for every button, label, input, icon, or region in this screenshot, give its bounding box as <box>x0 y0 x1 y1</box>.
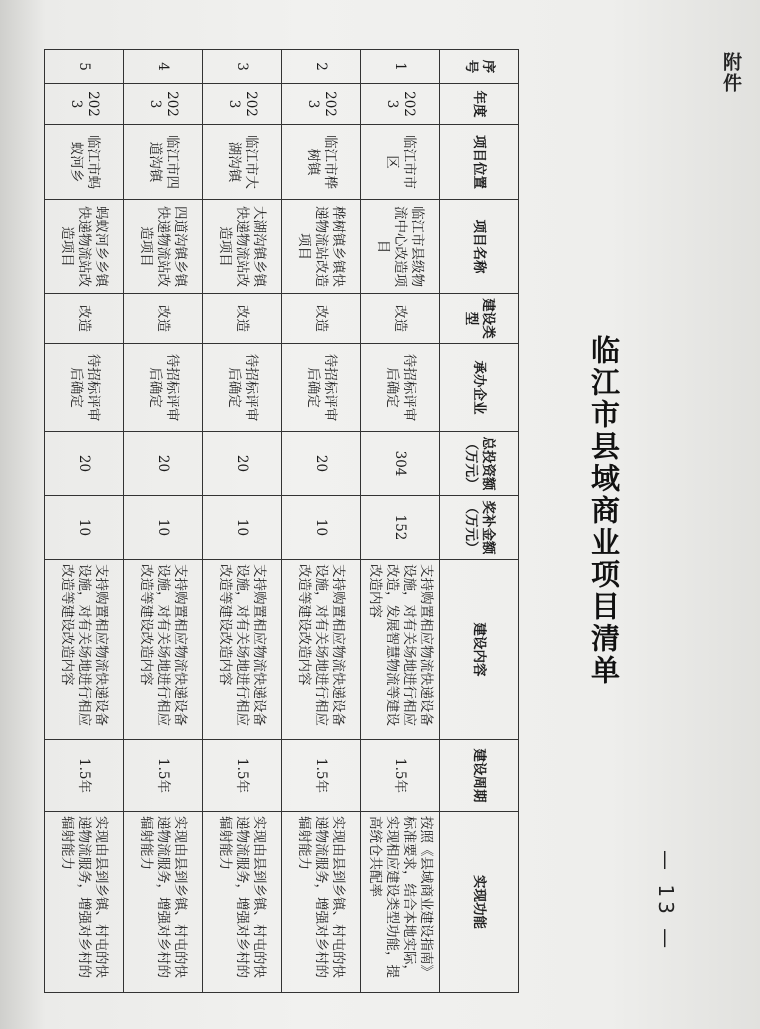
cell-total: 20 <box>124 432 203 496</box>
cell-location: 临江市四道沟镇 <box>124 125 203 200</box>
header-cell: 承办企业 <box>440 344 519 432</box>
cell-year: 2023 <box>203 84 282 125</box>
cell-company: 待招标评审后确定 <box>361 344 440 432</box>
cell-period: 1.5年 <box>203 740 282 812</box>
cell-name: 蚂蚁河乡乡镇快递物流站改造项目 <box>45 200 124 294</box>
header-cell: 年度 <box>440 84 519 125</box>
cell-total: 20 <box>45 432 124 496</box>
cell-content: 支持购置相应物流快递设备设施，对有关场地进行相应改造等建设改造内容 <box>282 560 361 740</box>
cell-year: 2023 <box>361 84 440 125</box>
cell-period: 1.5年 <box>45 740 124 812</box>
cell-type: 改造 <box>203 294 282 344</box>
cell-location: 临江市桦树镇 <box>282 125 361 200</box>
cell-total: 304 <box>361 432 440 496</box>
header-cell: 建设类型 <box>440 294 519 344</box>
header-cell: 项目名称 <box>440 200 519 294</box>
cell-function: 实现由县到乡镇、村屯的快递物流服务，增强对乡村的辐射能力 <box>282 812 361 993</box>
project-table-container <box>59 49 519 992</box>
cell-company: 待招标评审后确定 <box>282 344 361 432</box>
cell-content: 支持购置相应物流快递设备设施，对有关场地进行相应改造等建设改造内容 <box>203 560 282 740</box>
header-cell: 建设周期 <box>440 740 519 812</box>
cell-year: 2023 <box>124 84 203 125</box>
cell-company: 待招标评审后确定 <box>203 344 282 432</box>
cell-period: 1.5年 <box>361 740 440 812</box>
cell-year: 2023 <box>282 84 361 125</box>
cell-type: 改造 <box>282 294 361 344</box>
header-cell: 序号 <box>440 50 519 84</box>
cell-period: 1.5年 <box>282 740 361 812</box>
cell-subsidy: 10 <box>282 496 361 560</box>
cell-type: 改造 <box>361 294 440 344</box>
table-row <box>361 50 440 993</box>
cell-no: 2 <box>282 50 361 84</box>
cell-location: 临江市大湖沟镇 <box>203 125 282 200</box>
cell-company: 待招标评审后确定 <box>124 344 203 432</box>
cell-total: 20 <box>203 432 282 496</box>
cell-function: 实现由县到乡镇、村屯的快递物流服务，增强对乡村的辐射能力 <box>45 812 124 993</box>
cell-type: 改造 <box>45 294 124 344</box>
table-row <box>203 50 282 993</box>
cell-year: 2023 <box>45 84 124 125</box>
annex-label: 附件 <box>720 52 742 94</box>
cell-location: 临江市市区 <box>361 125 440 200</box>
table-row <box>124 50 203 993</box>
cell-subsidy: 10 <box>124 496 203 560</box>
cell-total: 20 <box>282 432 361 496</box>
page-number: — 13 — <box>654 850 678 953</box>
cell-name: 四道沟镇乡镇快递物流站改造项目 <box>124 200 203 294</box>
cell-name: 大湖沟镇乡镇快递物流站改造项目 <box>203 200 282 294</box>
header-cell: 项目位置 <box>440 125 519 200</box>
cell-location: 临江市蚂蚁河乡 <box>45 125 124 200</box>
cell-function: 实现由县到乡镇、村屯的快递物流服务，增强对乡村的辐射能力 <box>203 812 282 993</box>
header-cell: 建设内容 <box>440 560 519 740</box>
table-row <box>282 50 361 993</box>
cell-no: 5 <box>45 50 124 84</box>
cell-content: 支持购置相应物流快递设备设施，对有关场地进行相应改造等建设改造内容 <box>45 560 124 740</box>
cell-name: 临江市县级物流中心改造项目 <box>361 200 440 294</box>
cell-name: 桦树镇乡镇快递物流站改造项目 <box>282 200 361 294</box>
cell-subsidy: 10 <box>45 496 124 560</box>
header-cell: 实现功能 <box>440 812 519 993</box>
cell-content: 支持购置相应物流快递设备设施，对有关场地进行相应改造等建设改造内容 <box>124 560 203 740</box>
header-cell: 奖补金额（万元） <box>440 496 519 560</box>
cell-period: 1.5年 <box>124 740 203 812</box>
page-title: 临江市县域商业项目清单 <box>587 335 621 687</box>
table-header-row <box>440 50 519 993</box>
cell-subsidy: 152 <box>361 496 440 560</box>
cell-no: 1 <box>361 50 440 84</box>
cell-company: 待招标评审后确定 <box>45 344 124 432</box>
cell-subsidy: 10 <box>203 496 282 560</box>
header-cell: 总投资额（万元） <box>440 432 519 496</box>
cell-function: 实现由县到乡镇、村屯的快递物流服务，增强对乡村的辐射能力 <box>124 812 203 993</box>
cell-no: 4 <box>124 50 203 84</box>
project-table <box>44 49 519 993</box>
table-row <box>45 50 124 993</box>
cell-type: 改造 <box>124 294 203 344</box>
cell-no: 3 <box>203 50 282 84</box>
cell-content: 支持购置相应物流快递设备设施，对有关场地进行相应改造，发展智慧物流等建设改造内容 <box>361 560 440 740</box>
cell-function: 按照《县域商业建设指南》标准要求，结合本地实际，实现相应建设类型功能，提高统仓共配率 <box>361 812 440 993</box>
